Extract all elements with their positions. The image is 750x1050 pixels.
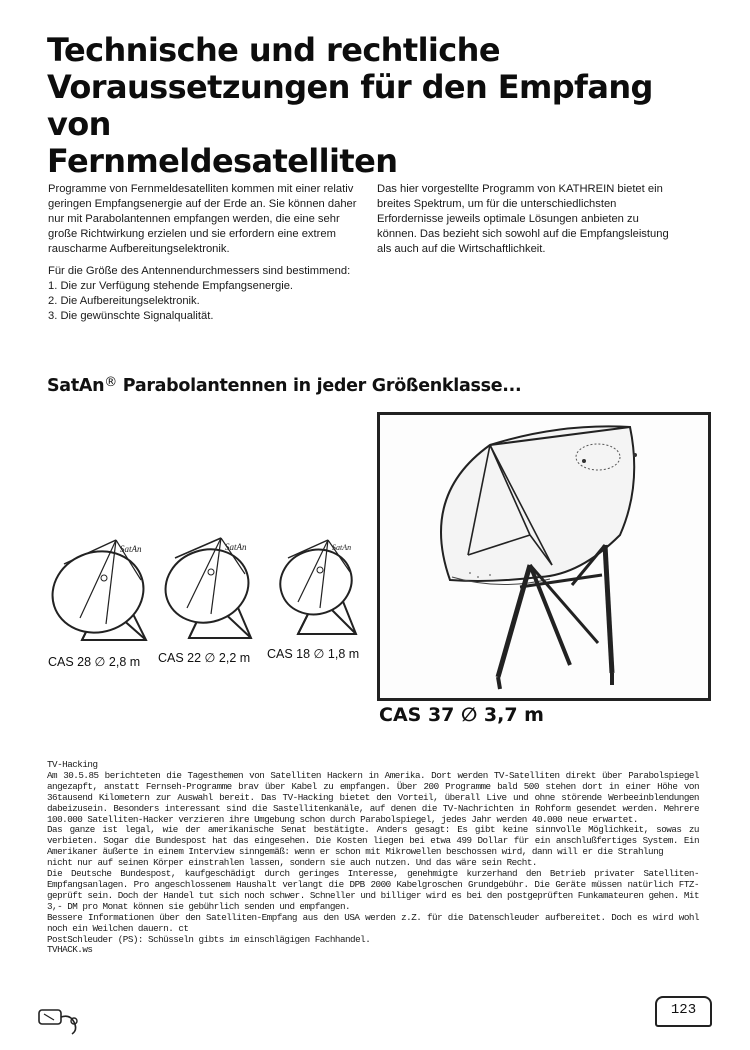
caption-cas37: CAS 37 ∅ 3,7 m [379,704,544,726]
dish-logo-label: SatAn [225,542,247,552]
caption-cas18: CAS 18 ∅ 1,8 m [267,647,360,661]
dish-logo-label: SatAn [332,543,352,552]
caption-cas28: CAS 28 ∅ 2,8 m [48,655,141,669]
intro-paragraph: Für die Größe des Antennendurchmessers sind bestimmend: [48,265,351,277]
intro-left-column [48,182,366,324]
brand-name: SatAn [47,376,105,396]
chaos-knot-logo-icon [36,1004,86,1038]
section-heading-text: Parabolantennen in jeder Größenklasse... [116,376,522,396]
page-number: 123 [655,996,712,1027]
list-item: 1. Die zur Verfügung stehende Empfangsenergie. [48,280,294,292]
article-line: TV-Hacking [47,759,98,770]
dish-logo-label: SatAn [120,544,142,554]
dish-illustration-cas18 [268,530,368,638]
cas37-photo-frame [377,412,711,701]
article-line: Bessere Informationen über den Satelliten-Empfang aus den USA werden z.Z. für die Datenschleuder aufbereitet. Doch es wird wohl noch ein Weilchen dauern. ct [47,911,699,934]
article-line: Die Deutsche Bundespost, kaufgeschädigt durch geringes Interesse, genehmigte kurzerhand den Betrieb privater Satelliten-Empfangsanlagen. Pro angeschlossenem Haushalt verlangt die DPB 2000 Kabelgroschen Grundgebühr. Die Geräte müssen natürlich FTZ-geprüft sein. Doch der Handel tut sich noch schwer. Schneller und billiger wird es bei den postgeprüften Funkamateuren gehen. Mit 3,- DM pro Monat können sie gebührlich senden und empfangen. [47,868,699,912]
list-item: 3. Die gewünschte Signalqualität. [48,310,214,322]
caption-cas22: CAS 22 ∅ 2,2 m [158,651,251,665]
article-line: Das ganze ist legal, wie der amerikanische Senat bestätigte. Anders gesagt: Es gibt keine sinnvolle Möglichkeit, sowas zu verbieten. Sogar die Bundespost hat das eingesehen. Die Kosten liegen bei etwa 499 Dollar für ein anschlußfertiges System. Ein Amerikaner äußerte in einem Interview sinngemäß: wenn er schon mit Mikrowellen beschossen wird, dann will er die Strahlung [47,824,699,858]
title-line: Technische und rechtliche [47,31,500,69]
cas37-dish-photo [380,415,708,698]
page-title [47,32,727,180]
registered-mark: ® [104,375,117,390]
article-line: TVHACK.ws [47,944,93,956]
requirements-list [48,279,366,324]
intro-right-column [377,182,677,264]
article-line: Am 30.5.85 berichteten die Tagesthemen von Satelliten Hackern in Amerika. Dort werden TV-Satelliten direkt über Parabolspiegel angezapft, anstatt Fernseh-Programme brav über Kabel zu empfangen. Über 200 Programme bald 500 stehen dort in einer Höhe von 36tausend Kilometern zur Auswahl bereit. Das TV-Hacking bietet den Vorteil, überall Live und ohne störende Werbeeinblendungen dabeizusein. Besonders interessant sind die Sastellitenkanäle, auf denen die TV-Nachrichten in Rohform gesendet werden. Mehrere 100.000 Satelliten-Hacker verzieren ihre Umgebung schon durch Parabolspiegel, jedes Jahr werden 40.000 neue erwartet. [47,769,699,825]
intro-paragraph: Das hier vorgestellte Programm von KATHREIN bietet ein breites Spektrum, um für die unterschiedlichsten Erfordernisse jeweils optimale Lösungen anbieten zu können. Das bezieht sich sowohl auf die Empfangsleistung als auch auf die Wirtschaftlichkeit. [377,183,669,255]
title-line: Fernmeldesatelliten [47,142,398,180]
title-line: Voraussetzungen für den Empfang von [47,68,653,143]
dish-illustration-cas28 [46,530,158,645]
article-tv-hacking [47,760,699,956]
article-line: nicht nur auf seinen Körper einstrahlen lassen, sondern sie auch nutzen. Und das wäre sein Recht. [47,857,537,869]
article-line: PostSchleuder (PS): Schüsseln gibts im einschlägigen Fachhandel. [47,933,371,945]
section-heading [47,375,521,396]
list-item: 2. Die Aufbereitungselektronik. [48,295,200,307]
dish-illustration-cas22 [155,528,263,643]
intro-paragraph: Programme von Fernmeldesatelliten kommen mit einer relativ geringen Empfangsenergie auf der Erde an. Sie können daher nur mit Parabolantennen empfangen werden, die eine sehr große Richtwirkung erzielen und sie erfordern eine extrem rauscharme Aufbereitungselektronik. [48,183,357,255]
